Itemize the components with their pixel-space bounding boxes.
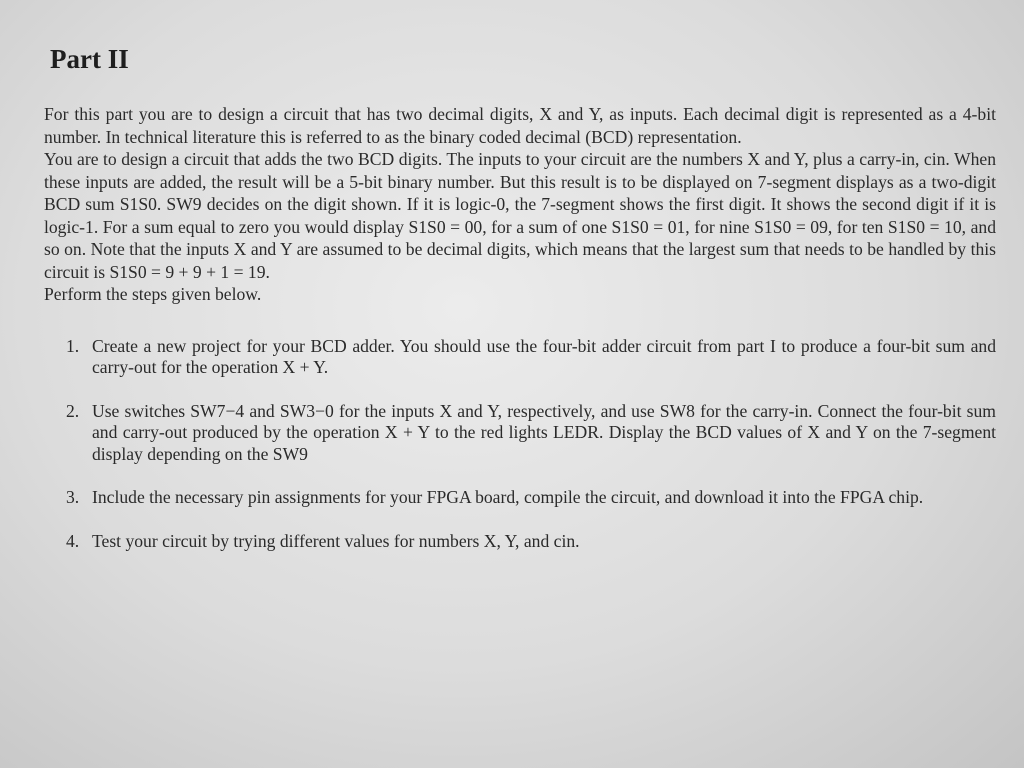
intro-paragraph: You are to design a circuit that adds the two BCD digits. The inputs to your circuit are the numbers X and Y, plus a carry-in, cin. When these inputs are added, the result will be a 5-bit binary number. But this result is to be displayed on 7-segment displays as a two-digit BCD sum S1S0. SW9 decides on the digit shown. If it is logic-0, the 7-segment shows the first digit. It shows the second digit if it is logic-1. For a sum equal to zero you would display S1S0 = 00, for a sum of one S1S0 = 01, for nine S1S0 = 09, for ten S1S0 = 10, and so on. Note that the inputs X and Y are assumed to be decimal digits, which means that the largest sum that needs to be handled by this circuit is S1S0 = 9 + 9 + 1 = 19. xyxy=(44,149,996,282)
step-text: Include the necessary pin assignments for your FPGA board, compile the circuit, and download it into the FPGA chip. xyxy=(92,487,924,507)
step-text: Create a new project for your BCD adder. You should use the four-bit adder circuit from part I to produce a four-bit sum and carry-out for the operation X + Y. xyxy=(92,335,996,377)
step-text: Use switches SW7−4 and SW3−0 for the inputs X and Y, respectively, and use SW8 for the carry-in. Connect the four-bit sum and carry-out produced by the operation X + Y to the red lights LEDR. Display the BCD values of X and Y on the 7-segment display depending on the SW9 xyxy=(92,400,996,464)
step-item xyxy=(66,335,996,379)
step-number: 4. xyxy=(66,530,80,551)
step-list xyxy=(44,336,996,553)
step-number: 1. xyxy=(66,335,80,356)
intro-text xyxy=(44,103,996,306)
step-item xyxy=(66,530,996,553)
step-item xyxy=(66,487,996,509)
section-heading: Part II xyxy=(50,44,129,74)
intro-paragraph: Perform the steps given below. xyxy=(44,284,262,304)
step-text: Test your circuit by trying different values for numbers X, Y, and cin. xyxy=(92,530,580,551)
step-number: 2. xyxy=(66,400,80,421)
intro-paragraph: For this part you are to design a circuit that has two decimal digits, X and Y, as inputs. Each decimal digit is represented as a 4-bit number. In technical literature this is referred to as the binary coded decimal (BCD) representation. xyxy=(44,104,996,147)
step-item xyxy=(66,400,996,466)
step-number: 3. xyxy=(66,487,80,507)
